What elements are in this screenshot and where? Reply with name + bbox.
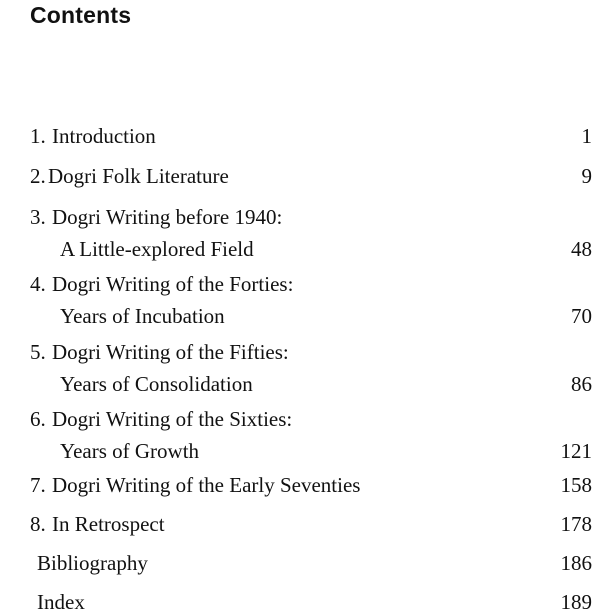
entry-page-number: 70 <box>571 304 592 328</box>
toc-entry-5[interactable] <box>0 340 600 396</box>
entry-number: 3. <box>30 205 46 229</box>
entry-number: 8. <box>30 512 46 536</box>
entry-title: Bibliography <box>37 551 148 575</box>
entry-title: Dogri Writing before 1940: <box>52 205 283 229</box>
entry-title: Introduction <box>52 124 156 148</box>
toc-entry-4[interactable] <box>0 272 600 328</box>
entry-page-number: 1 <box>581 124 592 148</box>
entry-number: 6. <box>30 407 46 431</box>
toc-entry-3[interactable] <box>0 205 600 261</box>
entry-number: 1. <box>30 124 46 148</box>
entry-title: Dogri Writing of the Sixties: <box>52 407 293 431</box>
entry-page-number: 186 <box>560 551 592 575</box>
entry-number: 2. <box>30 164 46 188</box>
entry-subtitle: Years of Consolidation <box>60 372 253 396</box>
entry-subtitle: Years of Growth <box>60 439 200 463</box>
entry-number: 5. <box>30 340 46 364</box>
entry-page-number: 9 <box>581 164 592 188</box>
toc-entry-bibliography[interactable] <box>0 551 600 575</box>
entry-page-number: 121 <box>560 439 592 463</box>
entry-title: Index <box>37 590 85 614</box>
entry-page-number: 178 <box>560 512 592 536</box>
entry-page-number: 48 <box>571 237 592 261</box>
toc-entry-8[interactable] <box>0 512 600 536</box>
entry-subtitle: A Little-explored Field <box>60 237 254 261</box>
toc-entry-7[interactable] <box>0 473 600 497</box>
entry-title: Dogri Writing of the Early Seventies <box>52 473 361 497</box>
toc-entry-index[interactable] <box>0 590 600 614</box>
entry-title: Dogri Folk Literature <box>48 164 229 188</box>
contents-heading: Contents <box>30 2 132 28</box>
entry-page-number: 189 <box>560 590 592 614</box>
toc-entry-1[interactable] <box>0 124 600 148</box>
entry-number: 4. <box>30 272 46 296</box>
entry-page-number: 86 <box>571 372 592 396</box>
toc-entry-6[interactable] <box>0 407 600 463</box>
entry-title: In Retrospect <box>52 512 165 536</box>
toc-entry-2[interactable] <box>0 164 600 188</box>
entry-title: Dogri Writing of the Fifties: <box>52 340 289 364</box>
entry-page-number: 158 <box>560 473 592 497</box>
entry-number: 7. <box>30 473 46 497</box>
entry-title: Dogri Writing of the Forties: <box>52 272 294 296</box>
entry-subtitle: Years of Incubation <box>60 304 225 328</box>
